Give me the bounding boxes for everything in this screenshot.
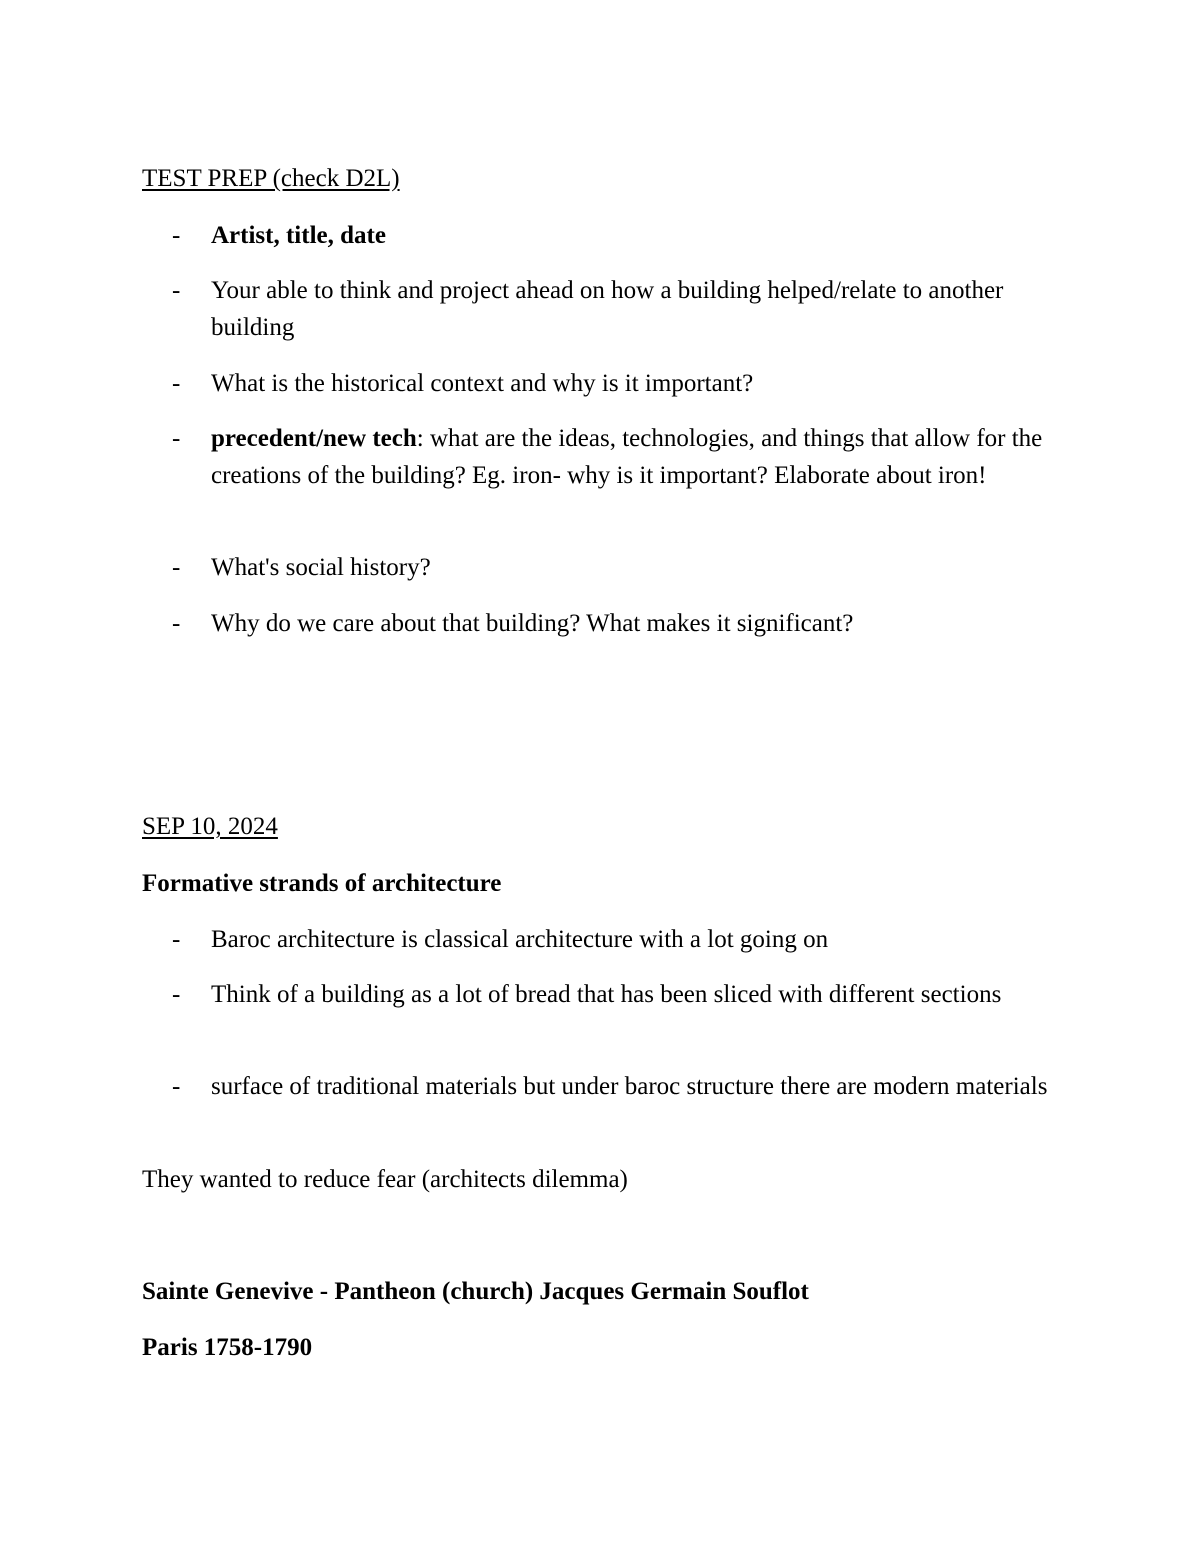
list-item: Baroc architecture is classical architecture with a lot going on — [211, 926, 829, 953]
place-date-heading: Paris 1758-1790 — [142, 1334, 313, 1361]
item-bold-text: precedent/new tech — [211, 425, 417, 452]
list-item — [211, 420, 1071, 494]
bullet-dash: - — [172, 425, 181, 452]
list-item — [211, 605, 1071, 642]
bullet-dash: - — [172, 610, 181, 637]
item-text: Why do we care about that building? What makes it significant? — [211, 610, 854, 637]
list-item: Think of a building as a lot of bread that has been sliced with different sections — [211, 981, 1002, 1008]
date-heading: SEP 10, 2024 — [142, 813, 278, 840]
item-text: What's social history? — [211, 554, 431, 581]
bullet-dash: - — [172, 222, 181, 249]
item-text: Your able to think and project ahead on how a building helped/relate to another building — [211, 277, 1004, 341]
list-item — [211, 365, 1071, 402]
item-bold-text: Artist, title, date — [211, 222, 386, 249]
bullet-dash: - — [172, 926, 181, 953]
item-text: : what are the ideas, technologies, and things that allow for the creations of the building? Eg. iron- why is it important? Elaborate about iron! — [211, 425, 1043, 489]
bullet-dash: - — [172, 554, 181, 581]
list-item — [211, 217, 1071, 254]
section-title: Formative strands of architecture — [142, 870, 502, 897]
note-paragraph: They wanted to reduce fear (architects dilemma) — [142, 1166, 628, 1193]
list-item: surface of traditional materials but under baroc structure there are modern materials — [211, 1073, 1048, 1100]
list-item — [211, 549, 1071, 586]
bullet-dash: - — [172, 370, 181, 397]
list-item — [211, 272, 1071, 346]
bullet-dash: - — [172, 981, 181, 1008]
bullet-dash: - — [172, 1073, 181, 1100]
bullet-dash: - — [172, 277, 181, 304]
test-prep-heading: TEST PREP (check D2L) — [142, 165, 400, 192]
item-text: What is the historical context and why is it important? — [211, 370, 754, 397]
building-heading: Sainte Genevive - Pantheon (church) Jacques Germain Souflot — [142, 1278, 809, 1305]
